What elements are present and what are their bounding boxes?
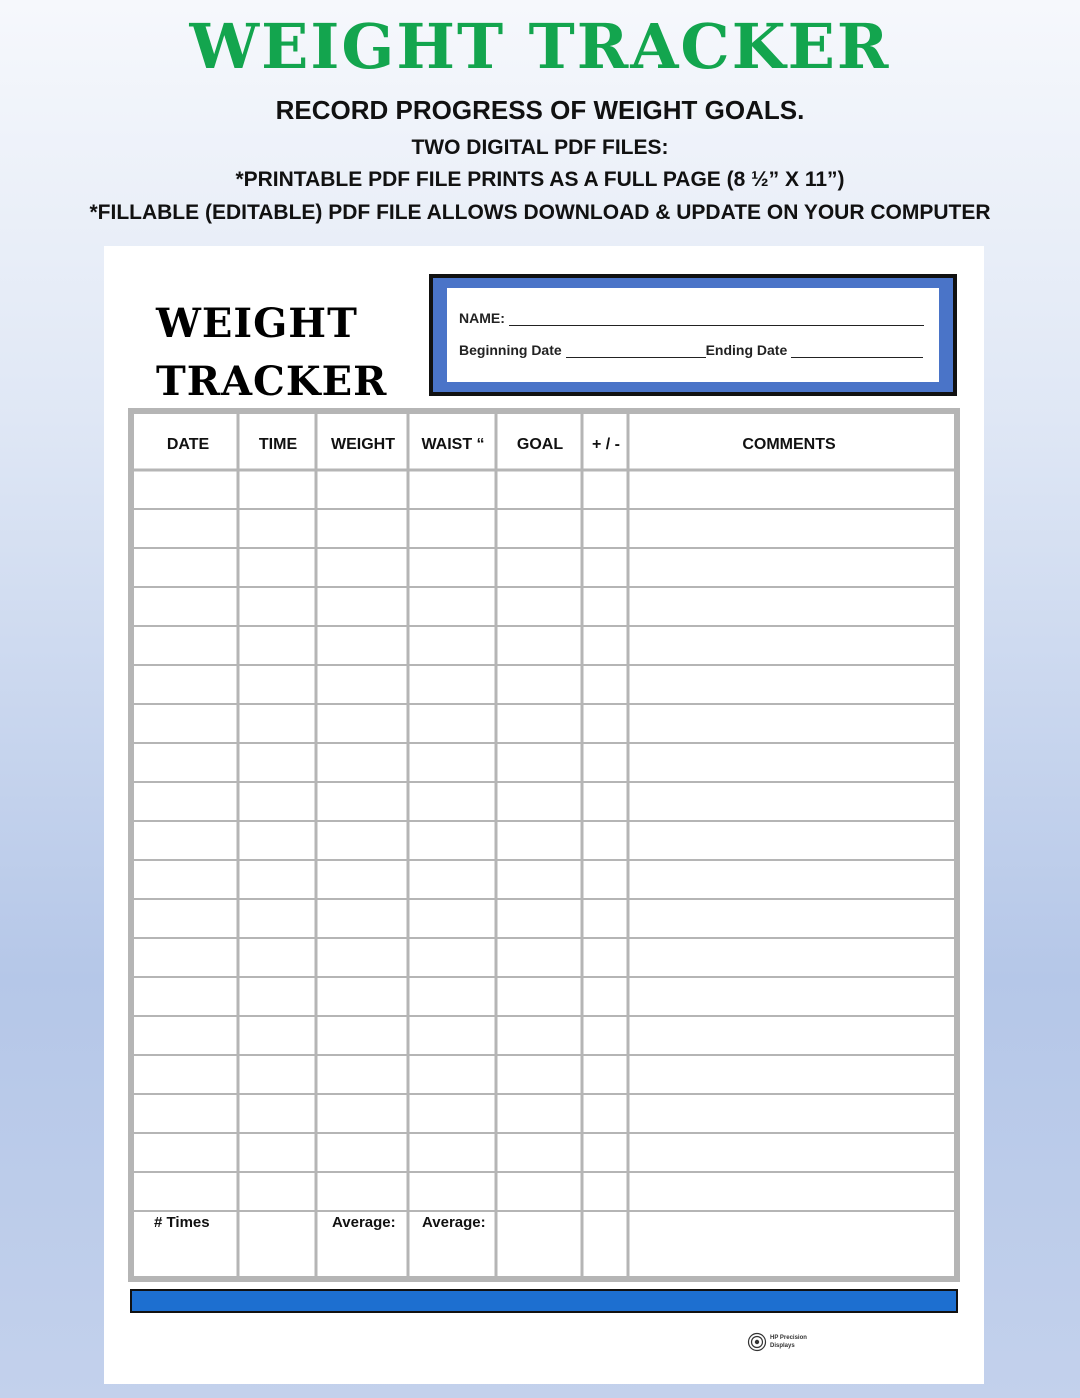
beginning-date-field[interactable] [566, 345, 706, 358]
banner-printable-note: *PRINTABLE PDF FILE PRINTS AS A FULL PAGE (8 ½” X 11”) [235, 168, 845, 191]
beginning-date-label: Beginning Date [459, 342, 562, 358]
banner-fillable-note: *FILLABLE (EDITABLE) PDF FILE ALLOWS DOWNLOAD & UPDATE ON YOUR COMPUTER [89, 201, 991, 224]
name-field[interactable] [509, 313, 924, 326]
name-label: NAME: [459, 310, 505, 326]
info-box-inner [447, 288, 939, 382]
table-grid-lines [134, 414, 954, 1276]
info-box [429, 274, 957, 396]
times-label: # Times [154, 1214, 210, 1231]
column-header-comments: COMMENTS [742, 436, 836, 453]
column-header-plus-minus: + / - [591, 436, 620, 453]
banner-files-heading: TWO DIGITAL PDF FILES: [411, 136, 669, 159]
waist-average-label: Average: [422, 1214, 486, 1231]
name-row [459, 310, 924, 326]
ending-date-field[interactable] [791, 345, 923, 358]
sheet-title-weight: WEIGHT [156, 300, 358, 347]
banner-title: WEIGHT TRACKER [189, 10, 891, 83]
weight-average-label: Average: [332, 1214, 396, 1231]
brand-logo [747, 1332, 812, 1352]
column-header-goal: GOAL [516, 436, 564, 453]
target-icon [747, 1332, 767, 1352]
column-header-date: DATE [166, 436, 210, 453]
banner-subtitle: RECORD PROGRESS OF WEIGHT GOALS. [275, 95, 805, 125]
sheet-title-tracker: TRACKER [156, 358, 388, 405]
column-header-time: TIME [258, 436, 298, 453]
tracker-table [128, 408, 960, 1282]
brand-text: HP Precision Displays [770, 1335, 807, 1349]
column-header-waist: WAIST “ [421, 436, 485, 453]
bottom-bar [130, 1289, 958, 1313]
date-row [459, 342, 923, 358]
column-header-weight: WEIGHT [331, 436, 395, 453]
tracker-sheet [104, 246, 984, 1384]
ending-date-label: Ending Date [705, 342, 788, 358]
